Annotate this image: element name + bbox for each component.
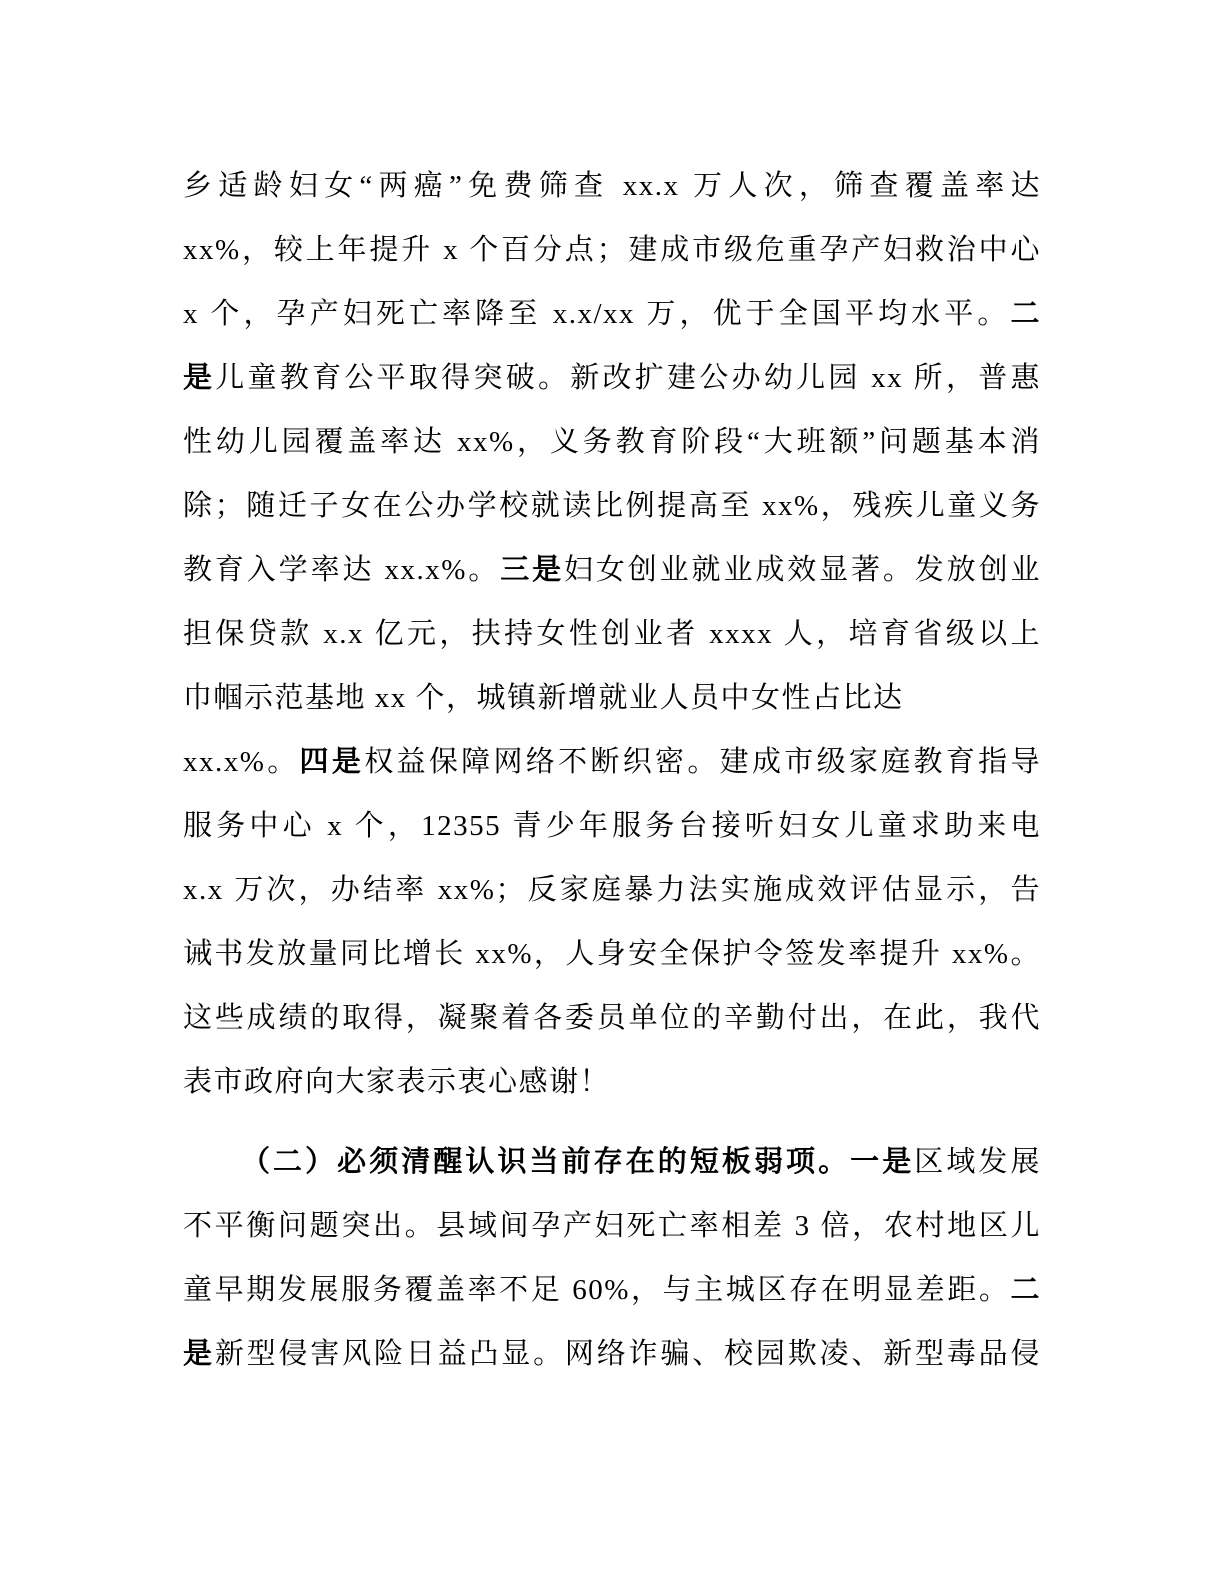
text-segment: x.x 万次，办结率 xx%；反家庭暴力法实施成效评估显示，告 xyxy=(183,874,1041,906)
text-segment: （二）必须清醒认识当前存在的短板弱项。一是 xyxy=(241,1146,915,1178)
paragraph xyxy=(183,154,1041,1114)
text-segment: 二 xyxy=(1010,298,1041,330)
text-line xyxy=(183,794,1041,858)
text-segment: 巾帼示范基地 xx 个，城镇新增就业人员中女性占比达 xyxy=(183,682,904,714)
text-line xyxy=(183,1050,1041,1114)
text-line xyxy=(183,666,1041,730)
text-line xyxy=(183,282,1041,346)
text-segment: 诫书发放量同比增长 xx%，人身安全保护令签发率提升 xx%。 xyxy=(183,938,1041,970)
text-segment: 童早期发展服务覆盖率不足 60%，与主城区存在明显差距。 xyxy=(183,1274,1011,1306)
text-segment: 三是 xyxy=(500,554,564,586)
text-segment: xx.x%。 xyxy=(183,746,300,778)
paragraph xyxy=(183,1130,1041,1386)
text-line xyxy=(183,1322,1041,1386)
text-segment: 乡适龄妇女“两癌”免费筛查 xx.x 万人次，筛查覆盖率达 xyxy=(183,170,1041,202)
text-line xyxy=(183,218,1041,282)
text-segment: 是 xyxy=(183,1338,215,1370)
text-line xyxy=(183,154,1041,218)
text-line xyxy=(183,474,1041,538)
text-line xyxy=(183,538,1041,602)
text-line xyxy=(183,1130,1041,1194)
text-segment: 除；随迁子女在公办学校就读比例提高至 xx%，残疾儿童义务 xyxy=(183,490,1041,522)
text-line xyxy=(183,730,1041,794)
text-segment: xx%，较上年提升 x 个百分点；建成市级危重孕产妇救治中心 xyxy=(183,234,1041,266)
text-segment: x 个，孕产妇死亡率降至 x.x/xx 万，优于全国平均水平。 xyxy=(183,298,1011,330)
text-segment: 担保贷款 x.x 亿元，扶持女性创业者 xxxx 人，培育省级以上 xyxy=(183,618,1041,650)
text-line xyxy=(183,922,1041,986)
text-line xyxy=(183,986,1041,1050)
text-line xyxy=(183,858,1041,922)
text-segment: 妇女创业就业成效显著。发放创业 xyxy=(563,554,1041,586)
text-line xyxy=(183,602,1041,666)
text-segment: 区域发展 xyxy=(914,1146,1041,1178)
text-segment: 二 xyxy=(1010,1274,1041,1306)
text-segment: 性幼儿园覆盖率达 xx%，义务教育阶段“大班额”问题基本消 xyxy=(183,426,1041,458)
text-segment: 四是 xyxy=(299,746,365,778)
text-segment: 服务中心 x 个，12355 青少年服务台接听妇女儿童求助来电 xyxy=(183,810,1041,842)
text-line xyxy=(183,346,1041,410)
text-segment: 这些成绩的取得，凝聚着各委员单位的辛勤付出，在此，我代 xyxy=(183,1002,1041,1034)
text-line xyxy=(183,1194,1041,1258)
text-segment: 新型侵害风险日益凸显。网络诈骗、校园欺凌、新型毒品侵 xyxy=(214,1338,1041,1370)
text-segment: 权益保障网络不断织密。建成市级家庭教育指导 xyxy=(364,746,1041,778)
text-segment: 不平衡问题突出。县域间孕产妇死亡率相差 3 倍，农村地区儿 xyxy=(183,1210,1041,1242)
document-body xyxy=(183,154,1041,1386)
text-line xyxy=(183,1258,1041,1322)
text-segment: 儿童教育公平取得突破。新改扩建公办幼儿园 xx 所，普惠 xyxy=(215,362,1041,394)
text-segment: 教育入学率达 xx.x%。 xyxy=(183,554,501,586)
text-segment: 是 xyxy=(183,362,216,394)
text-line xyxy=(183,410,1041,474)
text-segment: 表市政府向大家表示衷心感谢！ xyxy=(183,1066,611,1098)
